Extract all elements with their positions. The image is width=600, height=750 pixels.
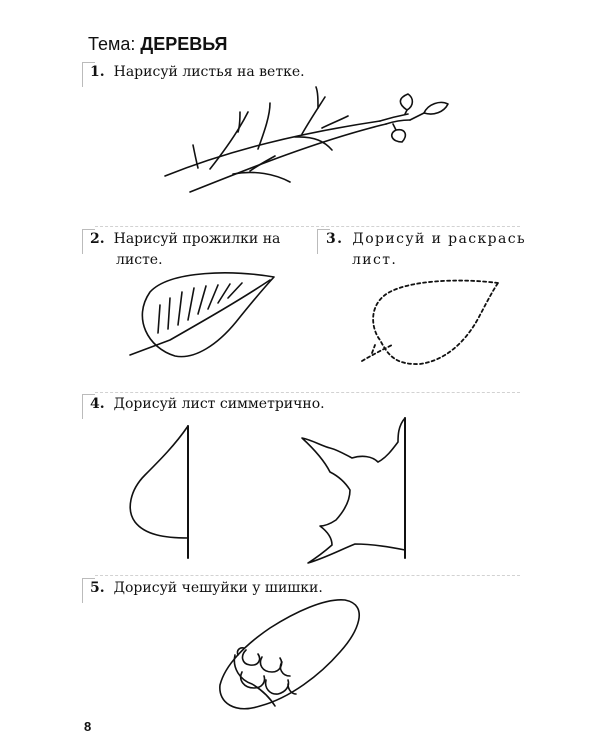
veined-leaf-drawing [130,273,274,357]
branch-drawing [165,87,448,192]
task-5-number: 5. [90,580,105,596]
topic-title: ДЕРЕВЬЯ [140,34,228,54]
task-1-text: Нарисуй листья на ветке. [113,64,305,80]
task-3-text-line2: лист. [352,252,398,268]
pine-cone-drawing [220,600,359,709]
task-3-number: 3. [326,231,344,247]
dashed-leaf-drawing [362,281,498,365]
task-2-text-line2: листе. [116,252,163,268]
symmetry-drawings [130,418,405,563]
task-2-text-line1: Нарисуй прожилки на [113,231,281,247]
task-4-text: Дорисуй лист симметрично. [113,396,325,412]
topic-label: Тема: [88,34,136,54]
task-1-number: 1. [90,64,105,80]
task-2-number: 2. [90,231,105,247]
task-3-text-line1: Дорисуй и раскрась [352,231,527,247]
page-number: 8 [84,719,92,734]
task-4-number: 4. [90,396,105,412]
task-5-text: Дорисуй чешуйки у шишки. [113,580,323,596]
